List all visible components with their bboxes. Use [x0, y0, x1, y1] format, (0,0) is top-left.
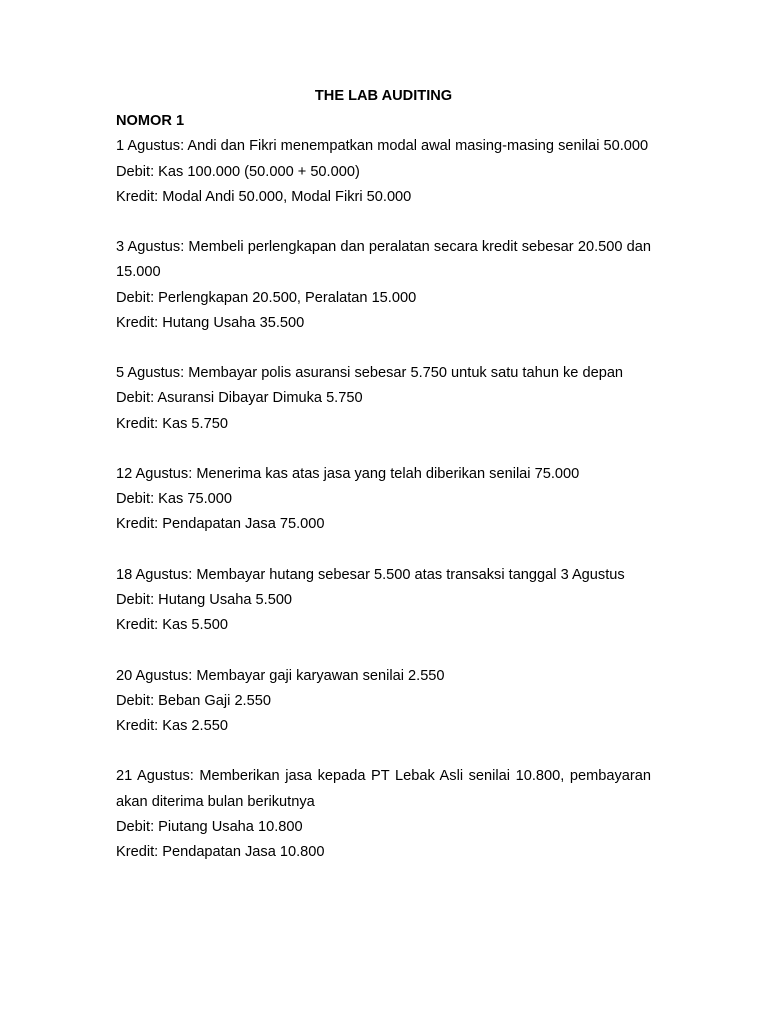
entry-description: 18 Agustus: Membayar hutang sebesar 5.500 atas transaksi tanggal 3 Agustus [116, 566, 625, 583]
entry-kredit: Kredit: Modal Andi 50.000, Modal Fikri 50.000 [116, 188, 412, 205]
entry-debit: Debit: Beban Gaji 2.550 [116, 692, 271, 709]
entry-debit: Debit: Asuransi Dibayar Dimuka 5.750 [116, 390, 363, 407]
entry-description: 3 Agustus: Membeli perlengkapan dan peralatan secara kredit sebesar 20.500 dan 15.000 [116, 239, 651, 281]
journal-entry [116, 235, 651, 336]
journal-entry [116, 563, 651, 639]
entry-kredit: Kredit: Kas 5.500 [116, 617, 228, 634]
section-title: NOMOR 1 [116, 113, 185, 130]
journal-entry [116, 664, 651, 740]
entry-kredit: Kredit: Kas 2.550 [116, 718, 228, 734]
entry-description: 5 Agustus: Membayar polis asuransi sebesar 5.750 untuk satu tahun ke depan [116, 365, 624, 382]
entry-debit: Debit: Piutang Usaha 10.800 [116, 818, 303, 835]
journal-entry [116, 462, 651, 538]
entry-debit: Debit: Hutang Usaha 5.500 [116, 592, 293, 608]
entry-kredit: Kredit: Kas 5.750 [116, 415, 228, 432]
entry-description: 12 Agustus: Menerima kas atas jasa yang telah diberikan senilai 75.000 [116, 466, 580, 482]
entry-debit: Debit: Kas 100.000 (50.000 + 50.000) [116, 163, 360, 180]
entry-description: 20 Agustus: Membayar gaji karyawan senilai 2.550 [116, 667, 445, 684]
document-title: THE LAB AUDITING [314, 88, 453, 104]
entry-debit: Debit: Perlengkapan 20.500, Peralatan 15.000 [116, 289, 417, 306]
journal-entry [116, 134, 651, 210]
entry-kredit: Kredit: Hutang Usaha 35.500 [116, 314, 305, 331]
entry-description: 1 Agustus: Andi dan Fikri menempatkan modal awal masing-masing senilai 50.000 [116, 138, 649, 155]
entry-kredit: Kredit: Pendapatan Jasa 75.000 [116, 516, 325, 533]
entry-debit: Debit: Kas 75.000 [116, 491, 233, 508]
document-page [116, 84, 651, 890]
journal-entry [116, 764, 651, 865]
entry-kredit: Kredit: Pendapatan Jasa 10.800 [116, 844, 325, 860]
journal-entry [116, 361, 651, 437]
entry-description: 21 Agustus: Memberikan jasa kepada PT Lebak Asli senilai 10.800, pembayaran akan diterima bulan berikutnya [116, 768, 651, 810]
